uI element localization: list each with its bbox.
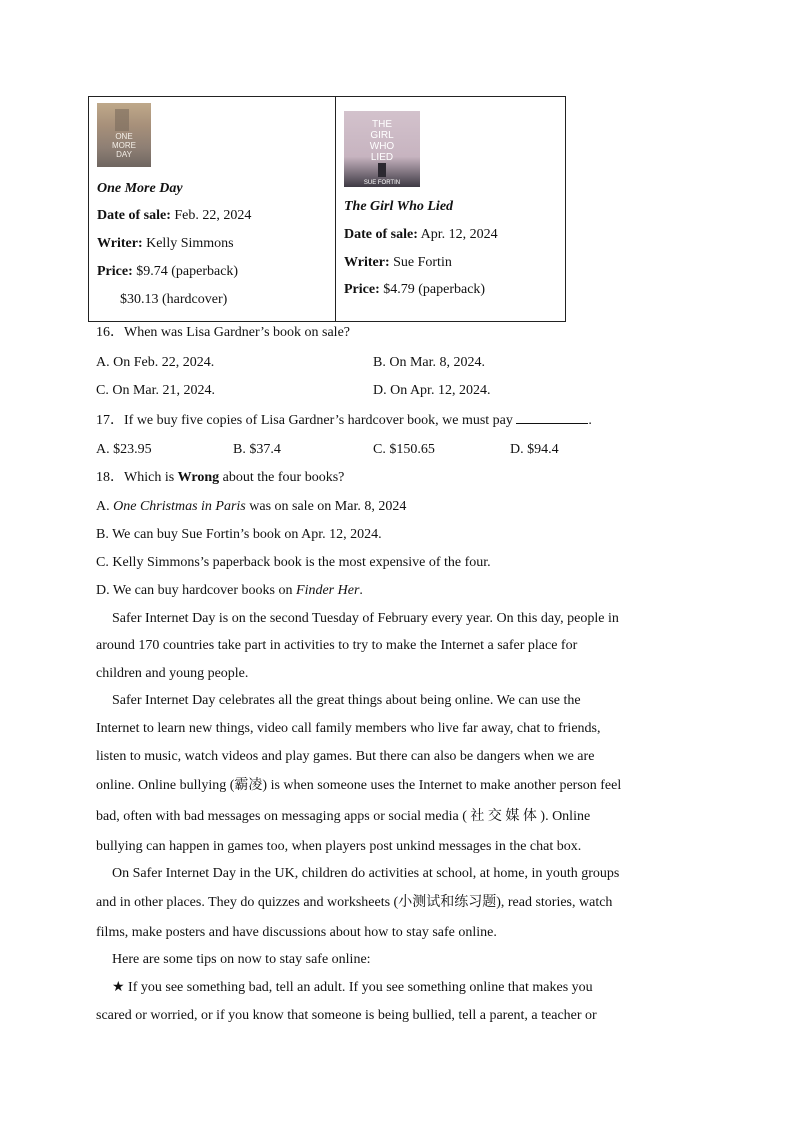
question-18-option-c: C. Kelly Simmons’s paperback book is the most expensive of the four. (96, 555, 491, 570)
question-16-option-c: C. On Mar. 21, 2024. (96, 383, 215, 398)
cover-word: MORE (112, 141, 136, 150)
writer-value: Kelly Simmons (142, 236, 234, 251)
book-price-hardcover: $30.13 (hardcover) (120, 292, 228, 307)
book-cell-one-more-day (89, 97, 336, 321)
book-table (88, 96, 566, 322)
passage-line: Here are some tips on now to stay safe online: (112, 952, 371, 967)
stem-text: 17．If we buy five copies of Lisa Gardner’s hardcover book, we must pay (96, 413, 517, 428)
book-title: One More Day (97, 181, 183, 196)
cover-word: LIED (370, 152, 394, 163)
question-16-option-b: B. On Mar. 8, 2024. (373, 355, 485, 370)
book-date (344, 225, 498, 245)
book-writer (97, 234, 234, 254)
passage-line: and in other places. They do quizzes and worksheets (小测试和练习题), read stories, watch (96, 895, 613, 910)
question-18-option-b: B. We can buy Sue Fortin’s book on Apr. 12, 2024. (96, 527, 382, 542)
passage-line: ★ If you see something bad, tell an adult. If you see something online that makes you (112, 980, 593, 995)
question-17-option-a: A. $23.95 (96, 442, 152, 457)
stem-end: about the four books? (219, 470, 345, 485)
passage-line: children and young people. (96, 666, 249, 681)
book-writer (344, 253, 452, 273)
date-label: Date of sale: (97, 208, 171, 223)
answer-blank[interactable] (516, 410, 588, 424)
price-label: Price: (97, 264, 133, 279)
passage-line: scared or worried, or if you know that someone is being bullied, tell a parent, a teacher or (96, 1008, 597, 1023)
question-17-stem (96, 410, 592, 431)
question-16-option-d: D. On Apr. 12, 2024. (373, 383, 491, 398)
book-cover-the-girl-who-lied (344, 111, 420, 187)
passage-line: Safer Internet Day celebrates all the great things about being online. We can use the (112, 693, 581, 708)
question-16-stem: 16．When was Lisa Gardner’s book on sale? (96, 325, 351, 340)
passage-line: around 170 countries take part in activities to try to make the Internet a safer place for (96, 638, 578, 653)
stem-text: 18．Which is (96, 470, 178, 485)
question-16-option-a: A. On Feb. 22, 2024. (96, 355, 215, 370)
cover-word: DAY (116, 150, 132, 159)
writer-label: Writer: (344, 255, 390, 270)
cover-author: SUE FORTIN (363, 180, 401, 186)
writer-value: Sue Fortin (389, 255, 452, 270)
question-17-option-b: B. $37.4 (233, 442, 281, 457)
passage-line: Internet to learn new things, video call family members who live far away, chat to friends, (96, 721, 601, 736)
passage-line: online. Online bullying (霸凌) is when someone uses the Internet to make another person feel (96, 778, 622, 793)
price-value: $9.74 (paperback) (132, 264, 239, 279)
question-18-option-a: A. One Christmas in Paris was on sale on Mar. 8, 2024 (96, 499, 407, 514)
date-label: Date of sale: (344, 227, 418, 242)
question-18-option-d: D. We can buy hardcover books on Finder Her. (96, 583, 363, 598)
passage-line: films, make posters and have discussions about how to stay safe online. (96, 925, 497, 940)
stem-emphasis: Wrong (177, 470, 220, 485)
stem-end: . (588, 413, 592, 428)
writer-label: Writer: (97, 236, 143, 251)
passage-line: On Safer Internet Day in the UK, children do activities at school, at home, in youth groups (112, 866, 620, 881)
book-title-italic: One Christmas in Paris (113, 499, 246, 514)
date-value: Feb. 22, 2024 (170, 208, 252, 223)
passage-line: Safer Internet Day is on the second Tuesday of February every year. On this day, people in (112, 611, 619, 626)
passage-line: listen to music, watch videos and play games. But there can also be dangers when we are (96, 749, 595, 764)
cover-word: THE (372, 119, 392, 130)
cover-word: WHO (369, 141, 395, 152)
price-value: $4.79 (paperback) (379, 282, 486, 297)
book-cell-the-girl-who-lied (336, 97, 565, 321)
passage-line: bad, often with bad messages on messaging apps or social media ( 社 交 媒 体 ). Online (96, 809, 591, 824)
book-price (97, 262, 238, 282)
cover-word: ONE (115, 132, 133, 141)
book-price (344, 280, 485, 300)
date-value: Apr. 12, 2024 (417, 227, 498, 242)
cover-word: GIRL (370, 130, 394, 141)
book-title: The Girl Who Lied (344, 199, 454, 214)
question-18-stem (96, 468, 344, 488)
book-title-italic: Finder Her (296, 583, 360, 598)
question-17-option-c: C. $150.65 (373, 442, 435, 457)
book-cover-one-more-day (97, 103, 151, 167)
book-date (97, 206, 251, 226)
passage-line: bullying can happen in games too, when players post unkind messages in the chat box. (96, 839, 582, 854)
price-label: Price: (344, 282, 380, 297)
question-17-option-d: D. $94.4 (510, 442, 559, 457)
